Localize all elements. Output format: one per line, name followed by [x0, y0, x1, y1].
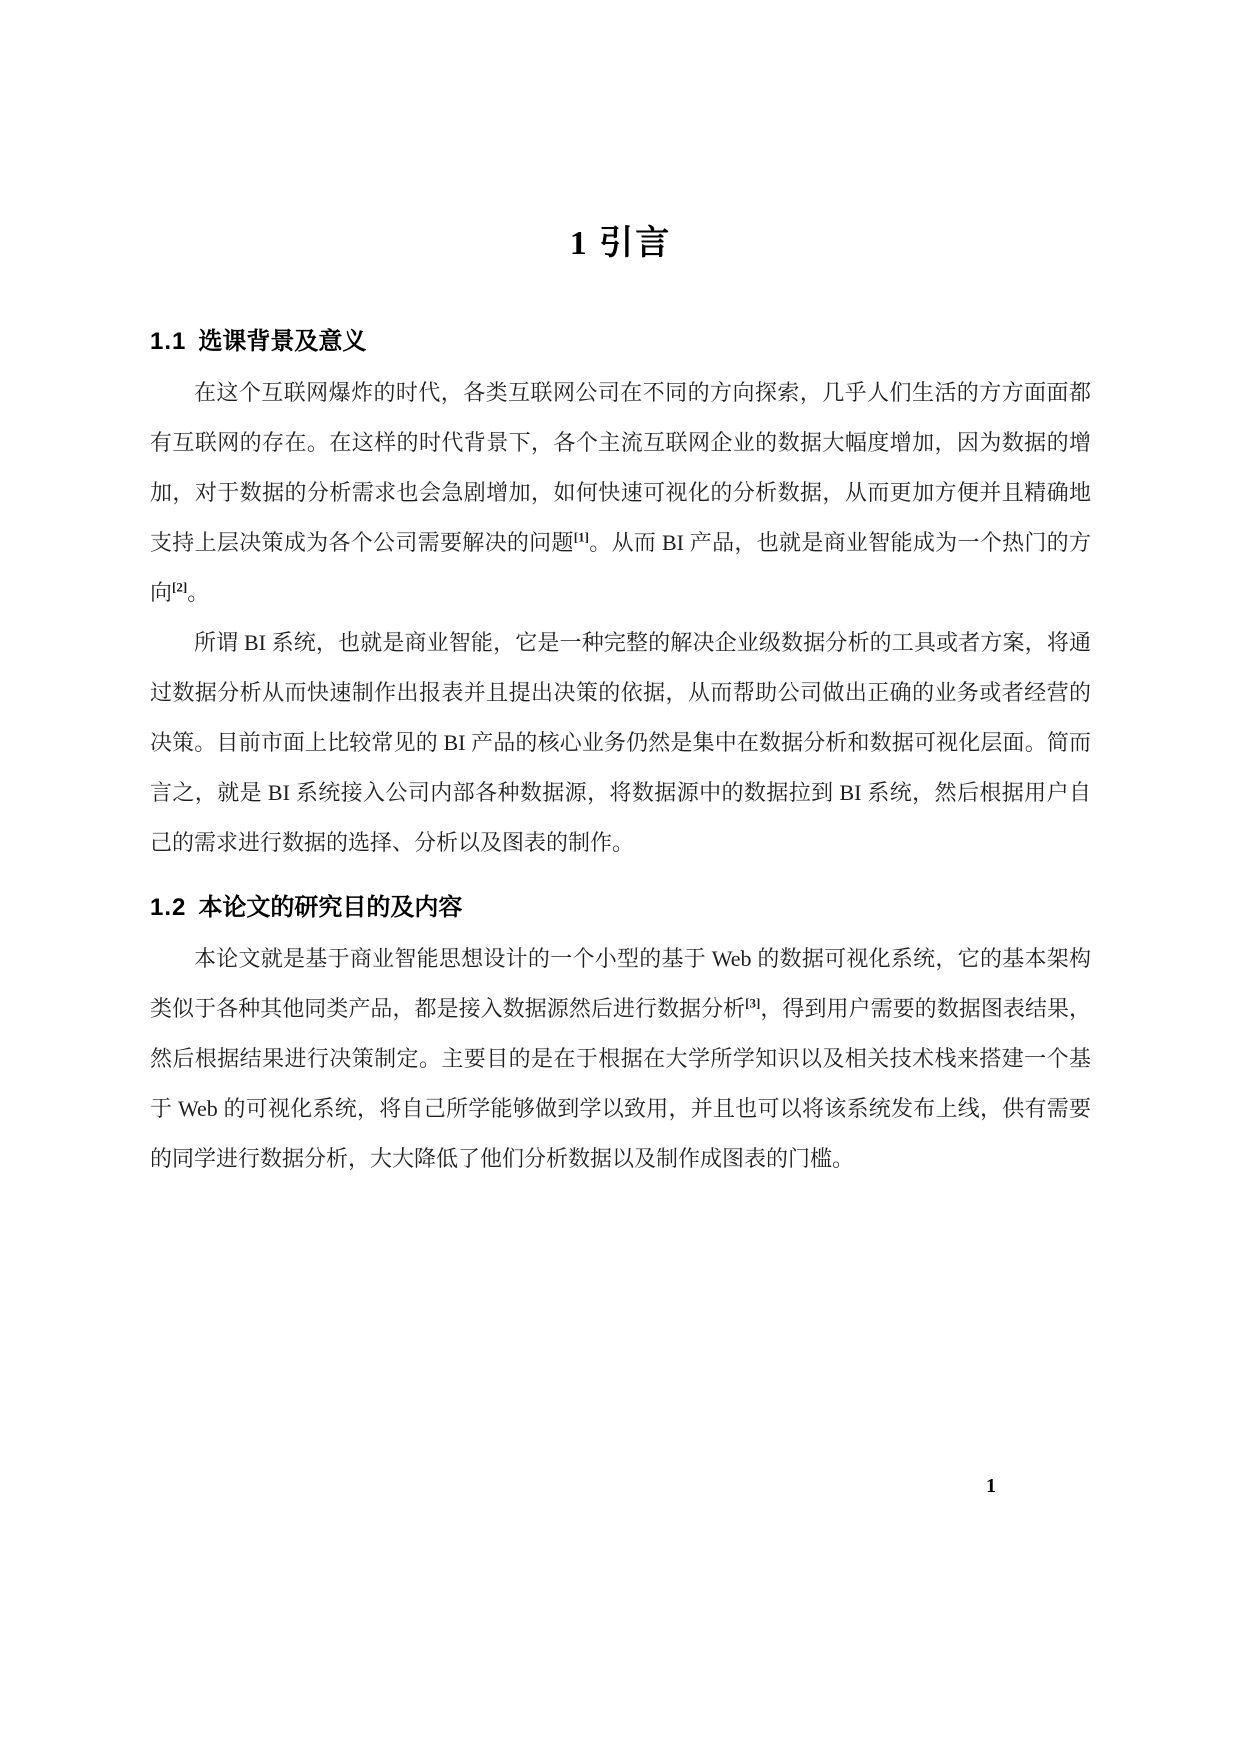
paragraph — [150, 618, 1091, 868]
citation-reference: [2] — [172, 579, 188, 595]
text-run: 所谓 BI 系统，也就是商业智能，它是一种完整的解决企业级数据分析的工具或者方案，将通过数据分析从而快速制作出报表并且提出决策的依据，从而帮助公司做出正确的业务或者经营的决策。目前市面上比较常见的 BI 产品的核心业务仍然是集中在数据分析和数据可视化层面。简而言之，就是 BI 系统接入公司内部各种数据源，将数据源中的数据拉到 BI 系统，然后根据用户自己的需求进行数据的选择、分析以及图表的制作。 — [150, 630, 1091, 855]
text-run: 。 — [187, 580, 210, 605]
paragraph — [150, 368, 1091, 618]
text-run: ，得到用户需要的数据图表结果，然后根据结果进行决策制定。主要目的是在于根据在大学所学知识以及相关技术栈来搭建一个基于 Web 的可视化系统，将自己所学能够做到学以致用，并且也可以将该系统发布上线，供有需要的同学进行数据分析，大大降低了他们分析数据以及制作成图表的门槛。 — [150, 996, 1091, 1171]
section-title: 选课背景及意义 — [198, 328, 367, 355]
citation-reference: [1] — [573, 529, 589, 545]
section-1-1 — [150, 328, 1091, 868]
text-run: 。从而 BI 产品，也就是商业智能成为一个热门的方向 — [150, 530, 1091, 605]
section-number: 1.1 — [150, 328, 187, 355]
text-run: 在这个互联网爆炸的时代，各类互联网公司在不同的方向探索，几乎人们生活的方方面面都有互联网的存在。在这样的时代背景下，各个主流互联网企业的数据大幅度增加，因为数据的增加，对于数据的分析需求也会急剧增加，如何快速可视化的分析数据，从而更加方便并且精确地支持上层决策成为各个公司需要解决的问题 — [150, 380, 1091, 555]
section-heading-1-1 — [150, 328, 1091, 356]
section-body — [150, 368, 1091, 868]
section-1-2 — [150, 894, 1091, 1184]
section-number: 1.2 — [150, 894, 187, 921]
section-heading-1-2 — [150, 894, 1091, 922]
citation-reference: [3] — [745, 995, 761, 1011]
chapter-title: 1 引言 — [569, 225, 672, 262]
page-content — [150, 0, 1091, 1184]
section-title: 本论文的研究目的及内容 — [198, 894, 463, 921]
page-number: 1 — [986, 1475, 996, 1497]
text-run: 本论文就是基于商业智能思想设计的一个小型的基于 Web 的数据可视化系统，它的基本架构类似于各种其他同类产品，都是接入数据源然后进行数据分析 — [150, 946, 1091, 1021]
section-body — [150, 934, 1091, 1184]
paragraph — [150, 934, 1091, 1184]
